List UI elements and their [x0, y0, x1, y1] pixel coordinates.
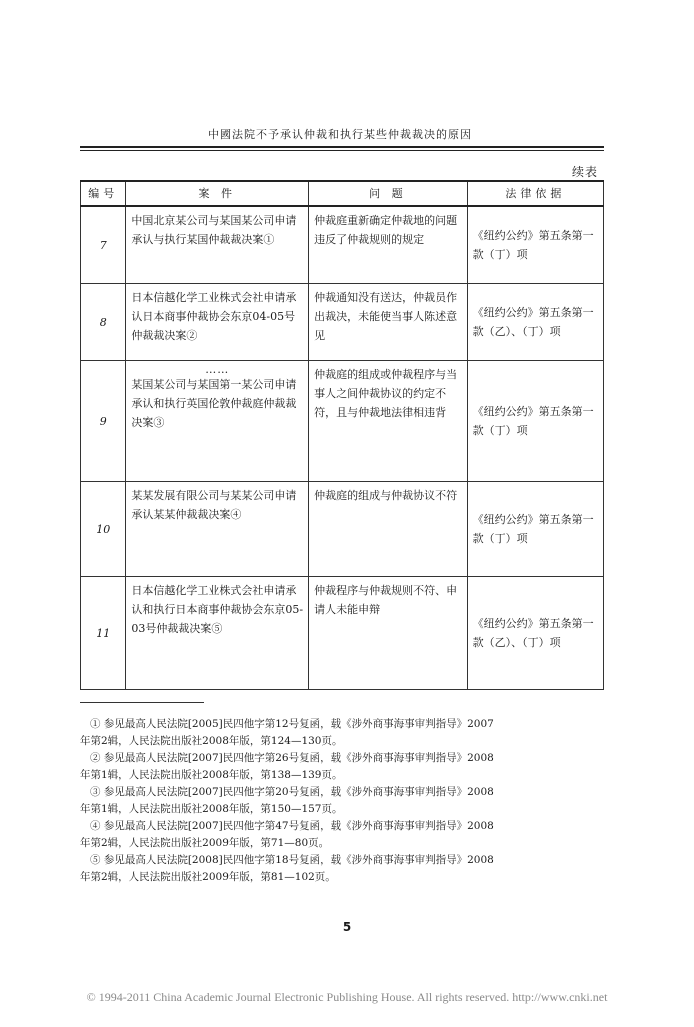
issue-cell: 仲裁程序与仲裁规则不符、申请人未能申辩 — [309, 577, 468, 690]
issue-cell: 仲裁通知没有送达，仲裁员作出裁决，未能使当事人陈述意见 — [309, 284, 468, 361]
footnote — [80, 784, 604, 818]
legal-basis-cell: 《纽约公约》第五条第一款（丁）项 — [467, 361, 603, 482]
footnote-line: 年第2辑，人民法院出版社2009年版，第71—80页。 — [80, 837, 330, 849]
footnote — [80, 750, 604, 784]
row-number: 8 — [81, 284, 126, 361]
header-rule-thick — [80, 146, 604, 148]
row-number: 11 — [81, 577, 126, 690]
footnote-line: 年第1辑，人民法院出版社2008年版，第138—139页。 — [80, 769, 343, 781]
footnote-line: 年第2辑，人民法院出版社2008年版，第124—130页。 — [80, 735, 343, 747]
issue-cell: 仲裁庭的组成与仲裁协议不符 — [309, 482, 468, 577]
case-cell — [126, 361, 309, 482]
case-cell: 日本信越化学工业株式会社申请承认日本商事仲裁协会东京04-05号仲裁裁决案② — [126, 284, 309, 361]
footnote — [80, 852, 604, 886]
table-row — [81, 284, 604, 361]
running-head: 中國法院不予承认仲裁和执行某些仲裁裁决的原因 — [208, 128, 472, 141]
case-cell: 中国北京某公司与某国某公司申请承认与执行某国仲裁裁决案① — [126, 206, 309, 284]
legal-basis-cell: 《纽约公约》第五条第一款（乙）、（丁）项 — [467, 284, 603, 361]
ellipsis-mark: …… — [205, 363, 230, 376]
footnote-line: ④ 参见最高人民法院[2007]民四他字第47号复函，载《涉外商事海事审判指导》2008 — [90, 820, 494, 832]
page-number: 5 — [342, 920, 352, 934]
table-header-row — [81, 181, 604, 206]
footnote-line: ② 参见最高人民法院[2007]民四他字第26号复函，载《涉外商事海事审判指导》2008 — [90, 752, 494, 764]
header-case: 案 件 — [126, 181, 309, 206]
table-row — [81, 577, 604, 690]
table-row — [81, 206, 604, 284]
header-number: 编号 — [81, 181, 126, 206]
case-text: 某国某公司与某国第一某公司申请承认和执行英国伦敦仲裁庭仲裁裁决案③ — [131, 378, 297, 429]
footnote-line: 年第2辑，人民法院出版社2009年版，第81—102页。 — [80, 871, 336, 883]
header-legal-basis: 法律依据 — [467, 181, 603, 206]
legal-basis-cell: 《纽约公约》第五条第一款（丁）项 — [467, 206, 603, 284]
table-row — [81, 361, 604, 482]
footnote-line: ③ 参见最高人民法院[2007]民四他字第20号复函，载《涉外商事海事审判指导》2008 — [90, 786, 494, 798]
row-number: 7 — [81, 206, 126, 284]
case-table — [80, 180, 604, 690]
legal-basis-cell: 《纽约公约》第五条第一款（乙）、（丁）项 — [467, 577, 603, 690]
header-issue: 问 题 — [309, 181, 468, 206]
footnote-separator — [80, 702, 204, 703]
row-number: 10 — [81, 482, 126, 577]
table-row — [81, 482, 604, 577]
footnote — [80, 716, 604, 750]
footnote-line: ⑤ 参见最高人民法院[2008]民四他字第18号复函，载《涉外商事海事审判指导》2008 — [90, 854, 494, 866]
footnote — [80, 818, 604, 852]
issue-cell: 仲裁庭的组成或仲裁程序与当事人之间仲裁协议的约定不符，且与仲裁地法律相违背 — [309, 361, 468, 482]
legal-basis-cell: 《纽约公约》第五条第一款（丁）项 — [467, 482, 603, 577]
case-cell: 日本信越化学工业株式会社申请承认和执行日本商事仲裁协会东京05-03号仲裁裁决案⑤ — [126, 577, 309, 690]
footnote-line: ① 参见最高人民法院[2005]民四他字第12号复函，载《涉外商事海事审判指导》2007 — [90, 718, 494, 730]
header-rule-thin — [80, 150, 604, 151]
row-number: 9 — [81, 361, 126, 482]
footnote-line: 年第1辑，人民法院出版社2008年版，第150—157页。 — [80, 803, 343, 815]
footnotes — [80, 716, 604, 886]
continued-label: 续表 — [571, 165, 598, 179]
copyright-watermark: © 1994-2011 China Academic Journal Electronic Publishing House. All rights reserved. http://www.cnki.net — [86, 990, 608, 1004]
case-cell: 某某发展有限公司与某某公司申请承认某某仲裁裁决案④ — [126, 482, 309, 577]
issue-cell: 仲裁庭重新确定仲裁地的问题违反了仲裁规则的规定 — [309, 206, 468, 284]
